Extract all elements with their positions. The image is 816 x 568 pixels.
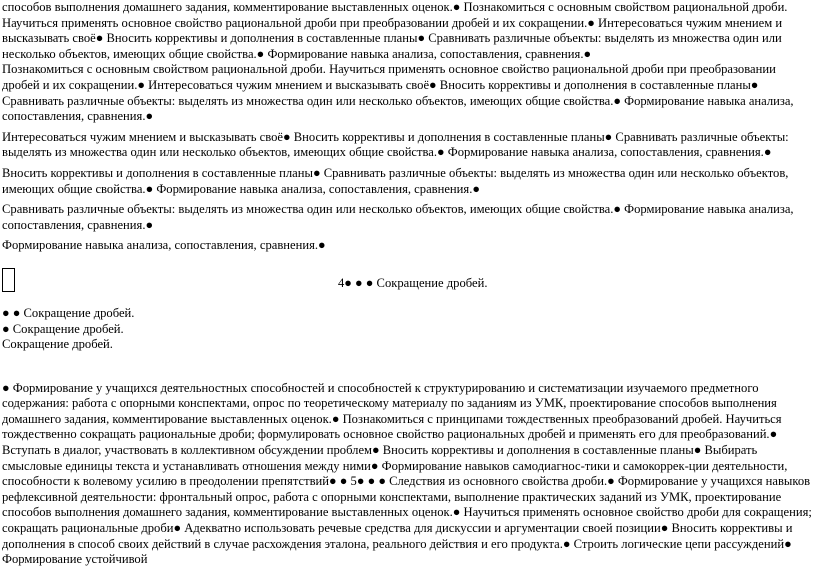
short-line-1: ● ● Сокращение дробей. bbox=[2, 305, 135, 320]
short-line-3: Сокращение дробей. bbox=[2, 337, 113, 352]
paragraph-5: Сравнивать различные объекты: выделять из множества один или несколько объектов, имеющих общие свойства.● Формирование навыка анализа, сопоставления, сравнения.● bbox=[2, 202, 794, 232]
paragraph-4: Вносить коррективы и дополнения в составленные планы● Сравнивать различные объекты: выделять из множества один или несколько объектов, имеющих общие свойства.● Формирование навыка анализа, сопоставления, сравнения.● bbox=[2, 165, 789, 196]
empty-cell-box bbox=[2, 268, 15, 292]
paragraph-3: Интересоваться чужим мнением и высказывать своё● Вносить коррективы и дополнения в составленные планы● Сравнивать различные объекты: выделять из множества один или несколько объектов, имеющих общие свойства.● Формирование навыка анализа, сопоставления, сравнения.● bbox=[2, 129, 789, 160]
section-heading-row bbox=[2, 254, 814, 306]
paragraph-6: Формирование навыка анализа, сопоставления, сравнения.● bbox=[2, 238, 326, 253]
section-heading: 4● ● ● Сокращение дробей. bbox=[338, 275, 488, 290]
short-line-2: ● Сокращение дробей. bbox=[2, 321, 124, 336]
paragraph-1: способов выполнения домашнего задания, комментирование выставленных оценок.● Познакомиться с основным свойством рациональной дроби. Научиться применять основное свойство рациональной дроби при преобразовании дробей и их сокращении.● Интересоваться чужим мнением и высказывать своё● Вносить коррективы и дополнения в составленные планы● Сравнивать различные объекты: выделять из множества один или несколько объектов, имеющих общие свойства.● Формирование навыка анализа, сопоставления, сравнения.● bbox=[2, 0, 788, 61]
spacer bbox=[2, 353, 814, 381]
bottom-paragraph: ● Формирование у учащихся деятельностных способностей и способностей к структурированию и систематизации изучаемого предметного содержания: работа с опорными конспектами, опрос по теоретическому материалу по заданиям из УМК, проектирование способов выполнения домашнего задания, комментирование выставленных оценок.● Познакомиться с принципами тождественных преобразований дробей. Научиться тождественно сокращать рациональные дроби; формулировать основное свойство рациональных дробей и применять его для преобразований.● Вступать в диалог, участвовать в коллективном обсуждении проблем● Вносить коррективы и дополнения в составленные планы● Выбирать смысловые единицы текста и устанавливать отношения между ними● Формирование навыков самодиагнос-тики и самокоррек-ции деятельности, способности к волевому усилию в преодолении препятствий● ● 5● ● ● Следствия из основного свойства дроби.● Формирование у учащихся навыков рефлексивной деятельности: фронтальный опрос, работа с опорными конспектами, выполнение практических заданий из УМК, проектирование способов выполнения домашнего задания, комментирование выставленных оценок.● Научиться применять основное свойство дроби для сокращения; сокращать рациональные дроби● Адекватно использовать речевые средства для дискуссии и аргументации своей позиции● Вносить коррективы и дополнения в способ своих действий в случае расхождения эталона, реального действия и его продукта.● Строить логические цепи рассуждений● Формирование устойчивой bbox=[2, 380, 812, 567]
paragraph-2: Познакомиться с основным свойством рациональной дроби. Научиться применять основное свойство рациональной дроби при преобразовании дробей и их сокращении.● Интересоваться чужим мнением и высказывать своё● Вносить коррективы и дополнения в составленные планы● Сравнивать различные объекты: выделять из множества один или несколько объектов, имеющих общие свойства.● Формирование навыка анализа, сопоставления, сравнения.● bbox=[2, 62, 794, 124]
